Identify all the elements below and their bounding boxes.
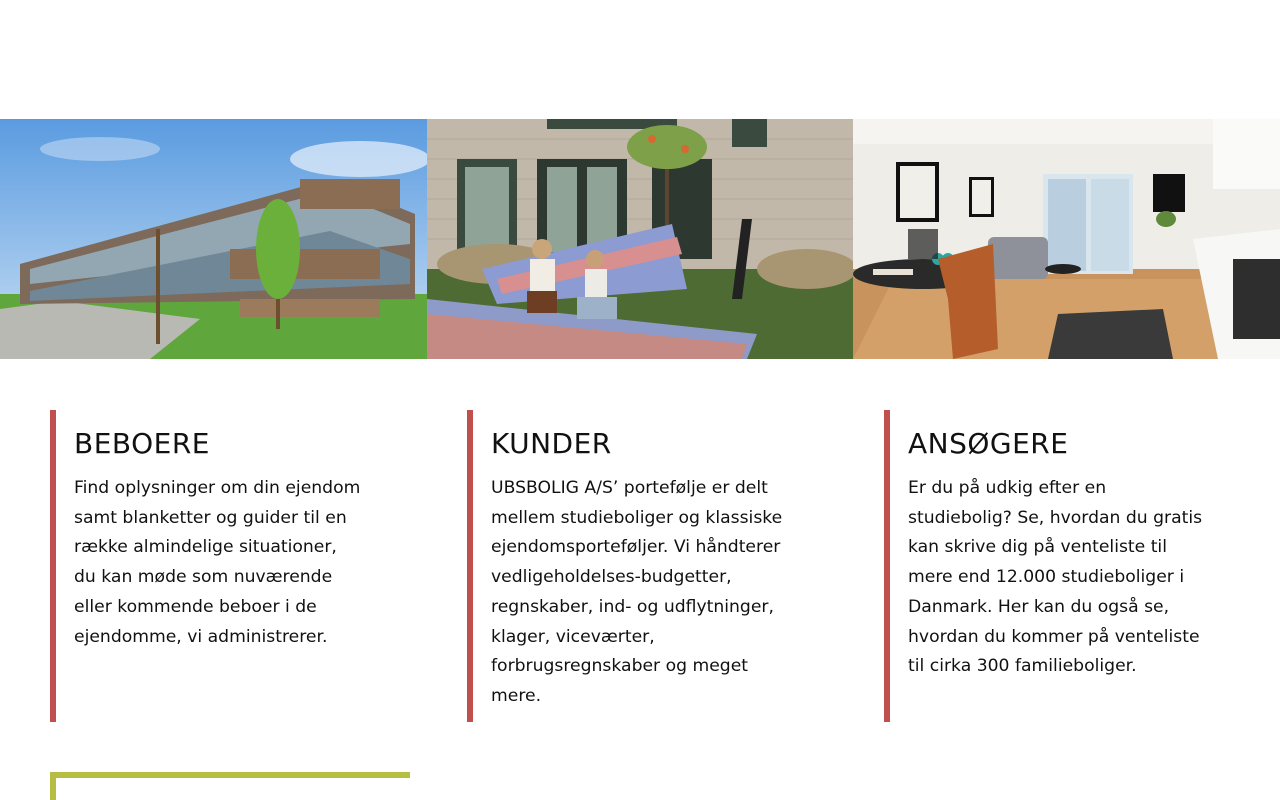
- photo-strip: [0, 119, 1280, 359]
- photo-building[interactable]: [0, 119, 427, 359]
- section-text-kunder: UBSBOLIG A/S’ portefølje er delt mellem studieboliger og klassiske ejendomsporteføljer. Vi håndterer vedligeholdelses-budgetter, regnskaber, ind- og udflytninger, klager, viceværter, forbrugsregnskaber og meget mere.: [491, 478, 783, 706]
- building-image: [0, 119, 427, 359]
- section-ansoegere[interactable]: [884, 410, 1224, 722]
- section-title-kunder[interactable]: KUNDER: [491, 427, 612, 460]
- section-beboere[interactable]: [50, 410, 390, 722]
- photo-apartment[interactable]: [853, 119, 1280, 359]
- apartment-image: [853, 119, 1280, 359]
- section-text-beboere: Find oplysninger om din ejendom samt blanketter og guider til en række almindelige situationer, du kan møde som nuværende eller kommende beboer i de ejendomme, vi administrerer.: [74, 478, 361, 647]
- section-title-ansoegere[interactable]: ANSØGERE: [908, 427, 1069, 460]
- header-area: [0, 0, 1280, 119]
- section-kunder[interactable]: [467, 410, 807, 722]
- section-text-ansoegere: Er du på udkig efter en studiebolig? Se, hvordan du gratis kan skrive dig på venteliste til mere end 12.000 studieboliger i Danmark. Her kan du også se, hvordan du kommer på venteliste til cirka 300 familieboliger.: [908, 478, 1203, 677]
- section-title-beboere[interactable]: BEBOERE: [74, 427, 210, 460]
- photo-hammock[interactable]: [427, 119, 853, 359]
- hammock-image: [427, 119, 853, 359]
- green-accent-box: [50, 772, 410, 800]
